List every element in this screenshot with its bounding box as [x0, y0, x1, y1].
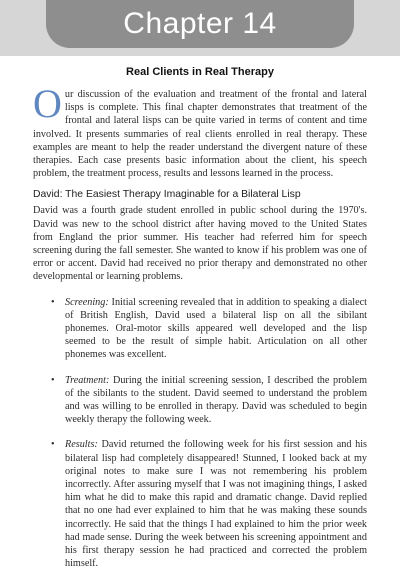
david-paragraph: David was a fourth grade student enrolled in public school during the 1970's. David was new to the school district after having moved to the United States from England the prior summer. His teacher had referred him for speech screening during the fall semester. She wanted to know if his problem was one of error or accent. David had received no prior therapy and demonstrated no other developmental or learning problems.	[33, 205, 367, 283]
case-bullet-list	[33, 296, 367, 571]
chapter-title: Chapter 14	[123, 7, 277, 40]
bullet-icon: •	[51, 439, 55, 451]
bullet-icon: •	[51, 296, 55, 308]
bullet-text: David returned the following week for his first session and his bilateral lisp had completely disappeared! Stunned, I looked back at my original notes to make sure I was not remembering his problem incorrectly. After assuring myself that I was not imagining things, I asked him what he did to make this rapid and dramatic change. David replied that no one had ever explained to him that he was making these sounds incorrectly. He said that the things I had explained to him the prior week had made sense. During the week between his screening appointment and his first therapy session he had practiced and corrected the problem himself.	[65, 439, 367, 570]
bullet-item-screening	[51, 296, 367, 362]
bullet-label: Treatment:	[65, 374, 110, 386]
bullet-text: Initial screening revealed that in addition to speaking a dialect of British English, David used a bilateral lisp on all the sibilant phonemes. Oral-motor skills appeared well developed and the lisp seemed to be the result of simple habit. Articulation on all other phonemes was excellent.	[65, 296, 367, 361]
bullet-label: Screening:	[65, 296, 109, 308]
bullet-label: Results:	[65, 439, 98, 451]
chapter-title-pill	[46, 0, 354, 48]
intro-text: ur discussion of the evaluation and treatment of the frontal and lateral lisps is complete. This final chapter demonstrates that treatment of the frontal and lateral lisps can be quite varied in terms of content and time involved. It presents summaries of real clients enrolled in real therapy. These examples are meant to help the reader understand the divergent nature of these therapies. Each case presents basic information about the client, his speech problem, the treatment process, results and lessons learned in the process.	[33, 89, 367, 180]
intro-paragraph	[33, 81, 367, 180]
bullet-icon: •	[51, 374, 55, 386]
page-content	[33, 62, 367, 583]
chapter-header-band	[0, 0, 400, 56]
bullet-item-results	[51, 438, 367, 570]
subsection-heading: David: The Easiest Therapy Imaginable for a Bilateral Lisp	[33, 189, 301, 201]
bullet-item-treatment	[51, 374, 367, 427]
section-heading: Real Clients in Real Therapy	[126, 66, 274, 78]
bullet-text: During the initial screening session, I described the problem of the sibilants to the student. David seemed to understand the problem and was willing to be enrolled in therapy. David was scheduled to begin weekly therapy the following week.	[65, 374, 367, 426]
drop-cap: O	[33, 81, 62, 126]
